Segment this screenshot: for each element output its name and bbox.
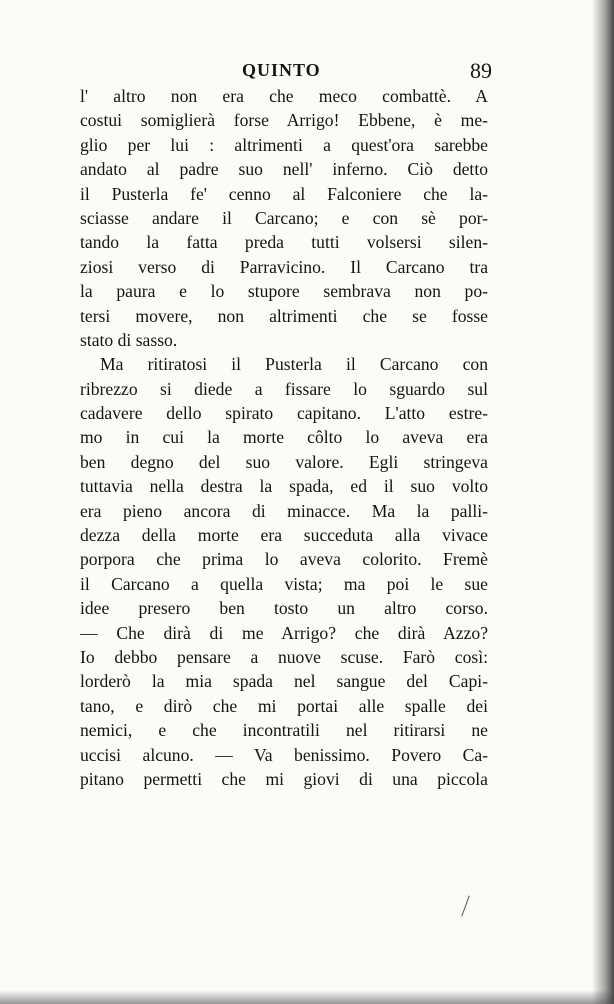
scan-edge-shadow [592,0,614,1004]
text-line: il Carcano a quella vista; ma poi le sue [80,573,488,594]
text-line: cadavere dello spirato capitano. L'atto estre- [80,403,488,424]
text-line: la paura e lo stupore sembrava non po- [80,281,488,302]
text-line: glio per lui : altrimenti a quest'ora sarebbe [80,134,488,155]
text-line: dezza della morte era succeduta alla vivace [80,525,488,546]
text-line: Io debbo pensare a nuove scuse. Farò così: [80,646,488,667]
text-line: tano, e dirò che mi portai alle spalle dei [80,695,488,716]
text-line: nemici, e che incontratili nel ritirarsi ne [80,720,488,741]
text-line: porpora che prima lo aveva colorito. Fremè [80,549,488,570]
running-head: QUINTO [242,60,321,80]
paragraph [80,352,488,791]
scan-edge-shadow-bottom [0,990,614,1004]
text-line: stato di sasso. [80,329,178,350]
text-line: Ma ritiratosi il Pusterla il Carcano con [100,354,488,375]
text-line: ben degno del suo valore. Egli stringeva [80,451,488,472]
text-line: andato al padre suo nell' inferno. Ciò detto [80,159,488,180]
text-line: lorderò la mia spada nel sangue del Capi- [80,671,488,692]
paragraph [80,84,488,352]
text-line: ribrezzo si diede a fissare lo sguardo sul [80,378,488,399]
page-header [82,58,492,84]
text-line: tuttavia nella destra la spada, ed il suo volto [80,476,488,497]
text-line: idee presero ben tosto un altro corso. [80,598,488,619]
text-line: era pieno ancora di minacce. Ma la palli- [80,500,488,521]
text-line: ziosi verso di Parravicino. Il Carcano tra [80,256,488,277]
page-number: 89 [470,58,492,83]
text-line: tando la fatta preda tutti volsersi silen- [80,232,488,253]
text-line: mo in cui la morte côlto lo aveva era [80,427,488,448]
text-line: il Pusterla fe' cenno al Falconiere che la- [80,183,488,204]
text-line: sciasse andare il Carcano; e con sè por- [80,207,488,228]
text-line: l' altro non era che meco combattè. A [80,86,488,106]
stray-pen-mark [461,895,469,916]
text-line: uccisi alcuno. — Va benissimo. Povero Ca- [80,744,488,765]
text-line: tersi movere, non altrimenti che se fosse [80,305,488,326]
body-text [80,84,488,791]
text-line: — Che dirà di me Arrigo? che dirà Azzo? [80,622,488,643]
text-line: pitano permetti che mi giovi di una piccola [80,768,488,789]
text-line: costui somiglierà forse Arrigo! Ebbene, è me- [80,110,488,131]
